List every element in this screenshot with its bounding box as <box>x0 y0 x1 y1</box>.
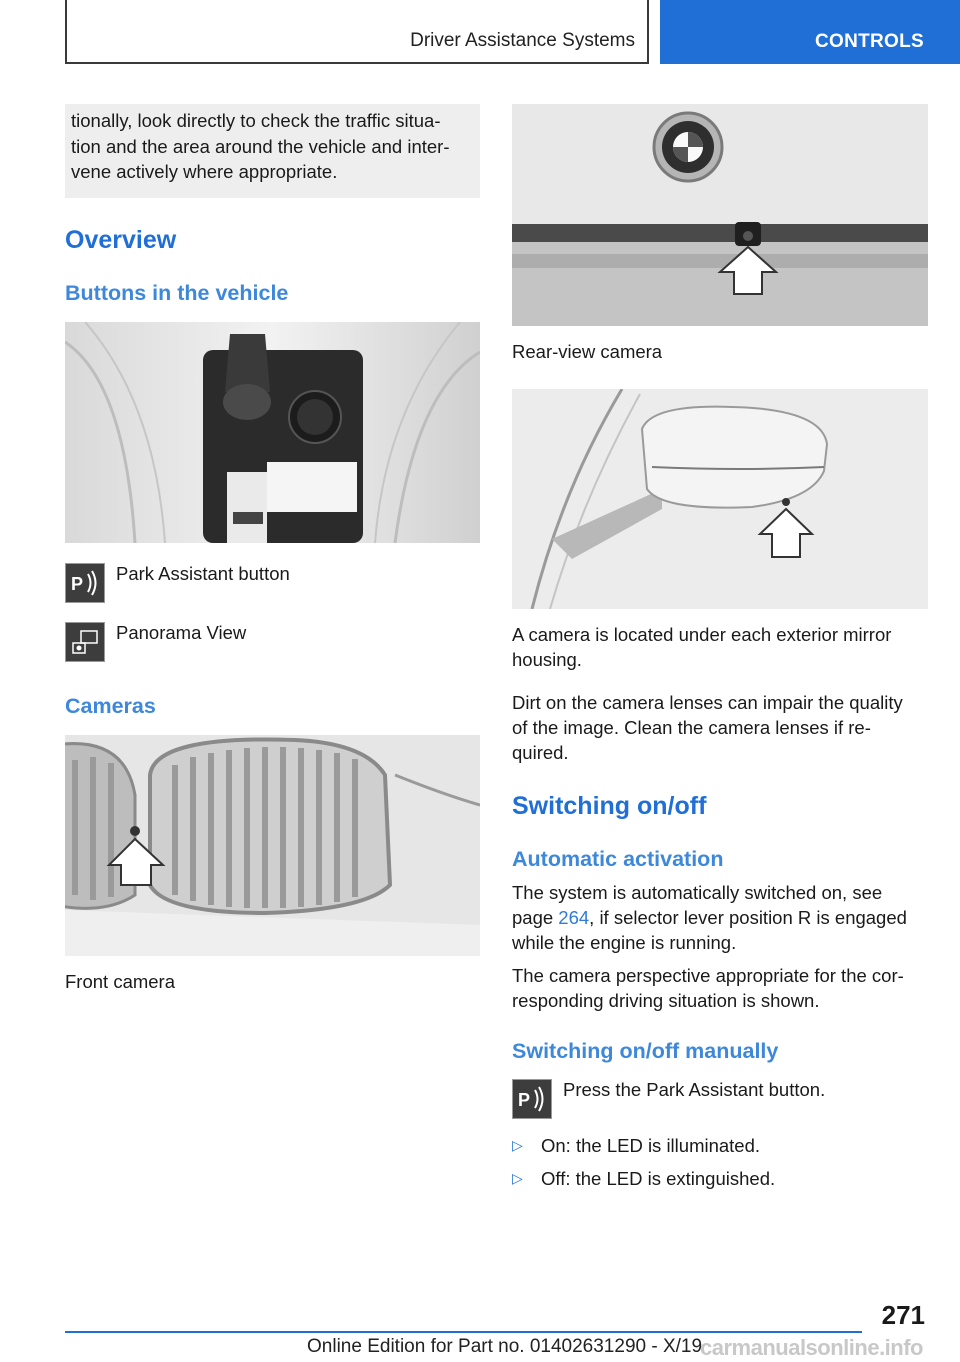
header-tab-controls[interactable] <box>660 0 960 64</box>
page-number: 271 <box>881 1300 925 1330</box>
press-button-text: Press the Park Assistant button. <box>563 1079 826 1100</box>
panorama-view-icon <box>65 622 105 662</box>
page-264-link[interactable]: 264 <box>558 907 590 928</box>
footer-edition: Online Edition for Part no. 01402631290 - X/19 <box>307 1336 703 1357</box>
panorama-view-label: Panorama View <box>116 622 247 643</box>
camera-perspective-text: The camera perspective appropriate for the cor- responding driving situation is shown. <box>512 965 904 1011</box>
watermark: carmanualsonline.info <box>700 1335 923 1360</box>
note-text: tionally, look directly to check the traffic situa- tion and the area around the vehicle and inter- vene actively where appropriate. <box>71 110 450 182</box>
bullet-triangle-icon: ▷ <box>512 1137 523 1153</box>
switching-heading: Switching on/off <box>512 792 707 820</box>
switching-manually-heading: Switching on/off manually <box>512 1039 779 1063</box>
dirt-warning-text: Dirt on the camera lenses can impair the quality of the image. Clean the camera lenses if re- quired. <box>512 692 903 763</box>
bullet-triangle-icon: ▷ <box>512 1170 523 1186</box>
header-tab-label: CONTROLS <box>815 31 925 52</box>
front-camera-caption: Front camera <box>65 971 176 992</box>
buttons-heading: Buttons in the vehicle <box>65 281 289 305</box>
front-camera-image <box>65 735 480 956</box>
header-section-box <box>65 0 649 64</box>
mirror-camera-text: A camera is located under each exterior mirror housing. <box>512 624 892 670</box>
park-assistant-label: Park Assistant button <box>116 563 290 584</box>
automatic-activation-text: The system is automatically switched on, see page 264, if selector lever position R is engaged while the engine is running. <box>512 882 907 953</box>
park-assistant-icon-manual <box>512 1079 552 1119</box>
park-assistant-icon <box>65 563 105 603</box>
header-section-title: Driver Assistance Systems <box>410 30 635 51</box>
overview-heading: Overview <box>65 226 177 254</box>
note-box <box>65 104 480 198</box>
svg-text:P: P <box>71 574 84 594</box>
footer-divider <box>65 1331 862 1333</box>
mirror-camera-image <box>512 389 928 609</box>
automatic-activation-heading: Automatic activation <box>512 847 724 871</box>
cameras-heading: Cameras <box>65 694 156 718</box>
svg-text:P: P <box>518 1090 531 1110</box>
rear-camera-image <box>512 104 928 326</box>
console-image <box>65 322 480 543</box>
rear-camera-caption: Rear-view camera <box>512 341 663 362</box>
